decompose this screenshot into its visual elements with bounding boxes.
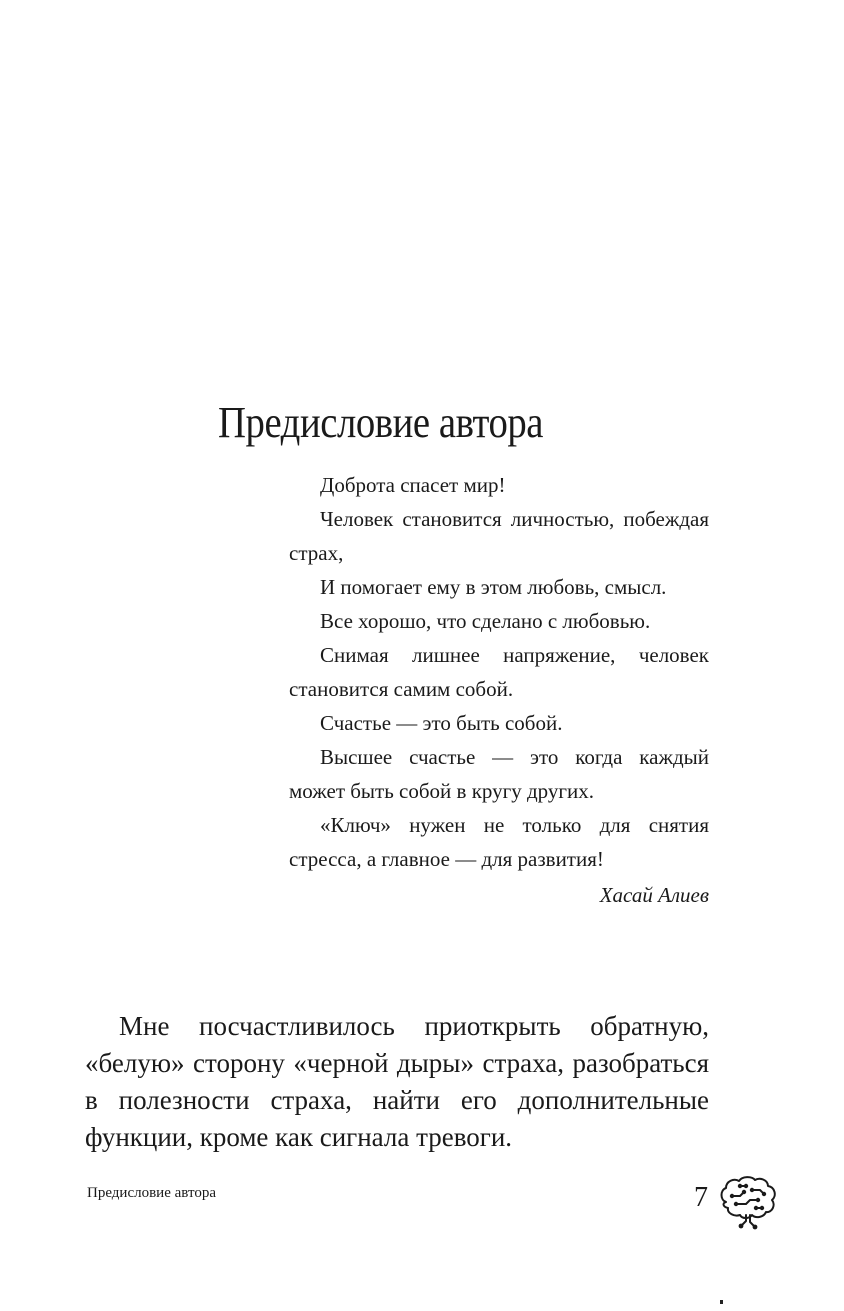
body-paragraph: Мне посчастливилось приоткрыть обратную, «белую» сторону «черной дыры» страха, разобраться в полезности страха, найти его дополнительные функции, кроме как сигнала тревоги.	[85, 1011, 709, 1152]
running-head: Предисловие автора	[87, 1185, 216, 1201]
epigraph-line: Человек становится личностью, побеждая страх,	[289, 507, 709, 565]
page-mark	[720, 1300, 723, 1304]
brain-circuit-icon	[716, 1172, 780, 1232]
epigraph-line: Все хорошо, что сделано с любовью.	[320, 609, 651, 633]
epigraph	[289, 468, 709, 912]
epigraph-author: Хасай Алиев	[599, 883, 709, 907]
epigraph-line: И помогает ему в этом любовь, смысл.	[320, 575, 667, 599]
epigraph-line: «Ключ» нужен не только для снятия стресса, а главное — для развития!	[289, 813, 709, 871]
epigraph-line: Высшее счастье — это когда каждый может быть собой в кругу других.	[289, 745, 709, 803]
epigraph-line: Снимая лишнее напряжение, человек становится самим собой.	[289, 643, 709, 701]
epigraph-line: Доброта спасет мир!	[320, 473, 506, 497]
epigraph-line: Счастье — это быть собой.	[320, 711, 563, 735]
page-title: Предисловие автора	[218, 398, 544, 447]
page-number: 7	[694, 1182, 708, 1213]
